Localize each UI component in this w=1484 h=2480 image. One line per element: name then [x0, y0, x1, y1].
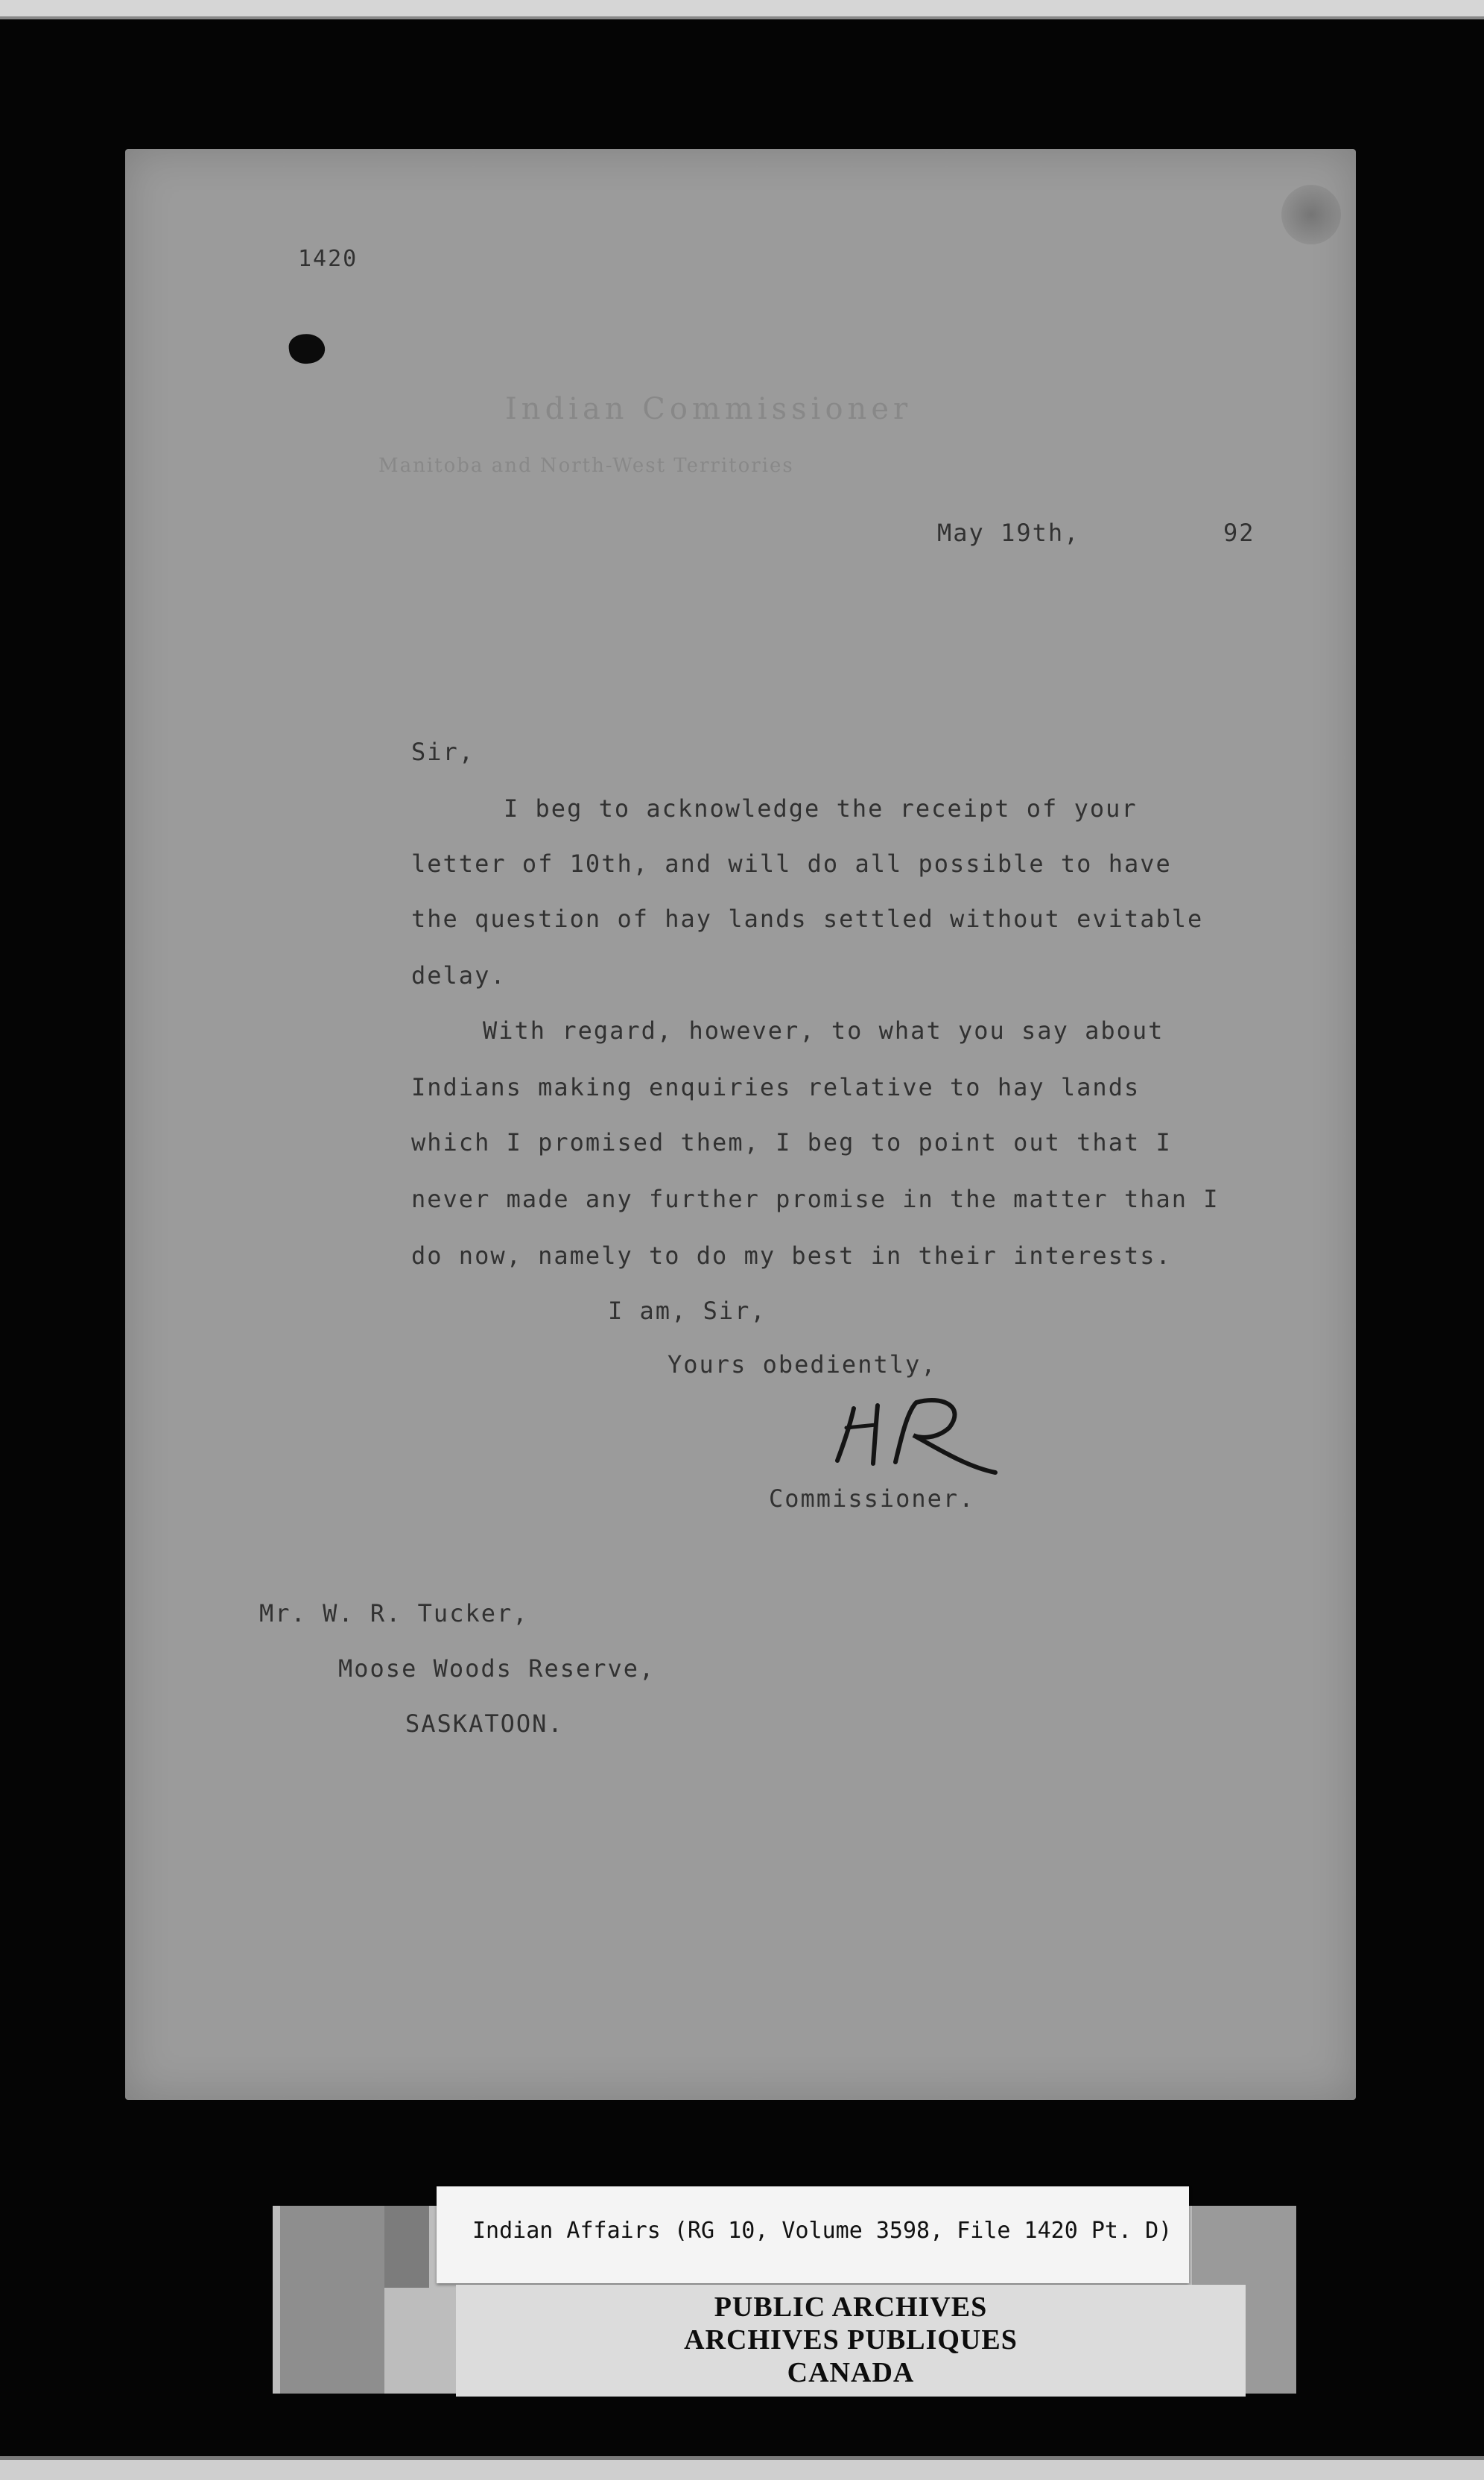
salutation: Sir,	[411, 738, 475, 766]
handwritten-signature	[824, 1392, 1033, 1481]
stamp-line: ARCHIVES PUBLIQUES	[684, 2324, 1018, 2356]
scan-edge-bottom	[0, 2456, 1484, 2480]
paper-stain	[1281, 185, 1341, 244]
archive-reference: Indian Affairs (RG 10, Volume 3598, File 1420 Pt. D)	[472, 2218, 1173, 2244]
letter-date: May 19th,	[937, 519, 1080, 547]
body-line: the question of hay lands settled without evitable	[411, 905, 1204, 933]
archive-reference-card	[437, 2186, 1189, 2283]
stamp-line: PUBLIC ARCHIVES	[714, 2291, 988, 2323]
letter-year: 92	[1223, 519, 1255, 547]
body-line: delay.	[411, 961, 507, 990]
mount-gray-block	[384, 2206, 429, 2288]
mount-left-panel	[280, 2206, 384, 2394]
letterhead-title: Indian Commissioner	[505, 392, 913, 426]
addressee-line: Moose Woods Reserve,	[338, 1654, 656, 1683]
closing-line: I am, Sir,	[608, 1297, 767, 1325]
body-line: With regard, however, to what you say about	[483, 1016, 1164, 1045]
letterhead-subtitle: Manitoba and North-West Territories	[378, 455, 794, 477]
body-line: Indians making enquiries relative to hay lands	[411, 1073, 1141, 1101]
body-line: which I promised them, I beg to point out that I	[411, 1128, 1172, 1157]
ink-blot	[287, 332, 326, 366]
body-line: letter of 10th, and will do all possible to have	[411, 850, 1172, 878]
body-line: do now, namely to do my best in their interests.	[411, 1241, 1172, 1270]
archive-stamp	[456, 2285, 1246, 2397]
scan-edge-top	[0, 0, 1484, 19]
signatory-title: Commissioner.	[769, 1484, 975, 1513]
letter-page	[125, 149, 1356, 2100]
body-line: never made any further promise in the matter than I	[411, 1185, 1220, 1213]
closing-line: Yours obediently,	[668, 1350, 937, 1379]
file-number: 1420	[298, 246, 358, 272]
stamp-line: CANADA	[787, 2357, 915, 2388]
addressee-line: SASKATOON.	[405, 1709, 564, 1738]
body-line: I beg to acknowledge the receipt of your	[504, 794, 1138, 823]
addressee-line: Mr. W. R. Tucker,	[259, 1599, 529, 1628]
